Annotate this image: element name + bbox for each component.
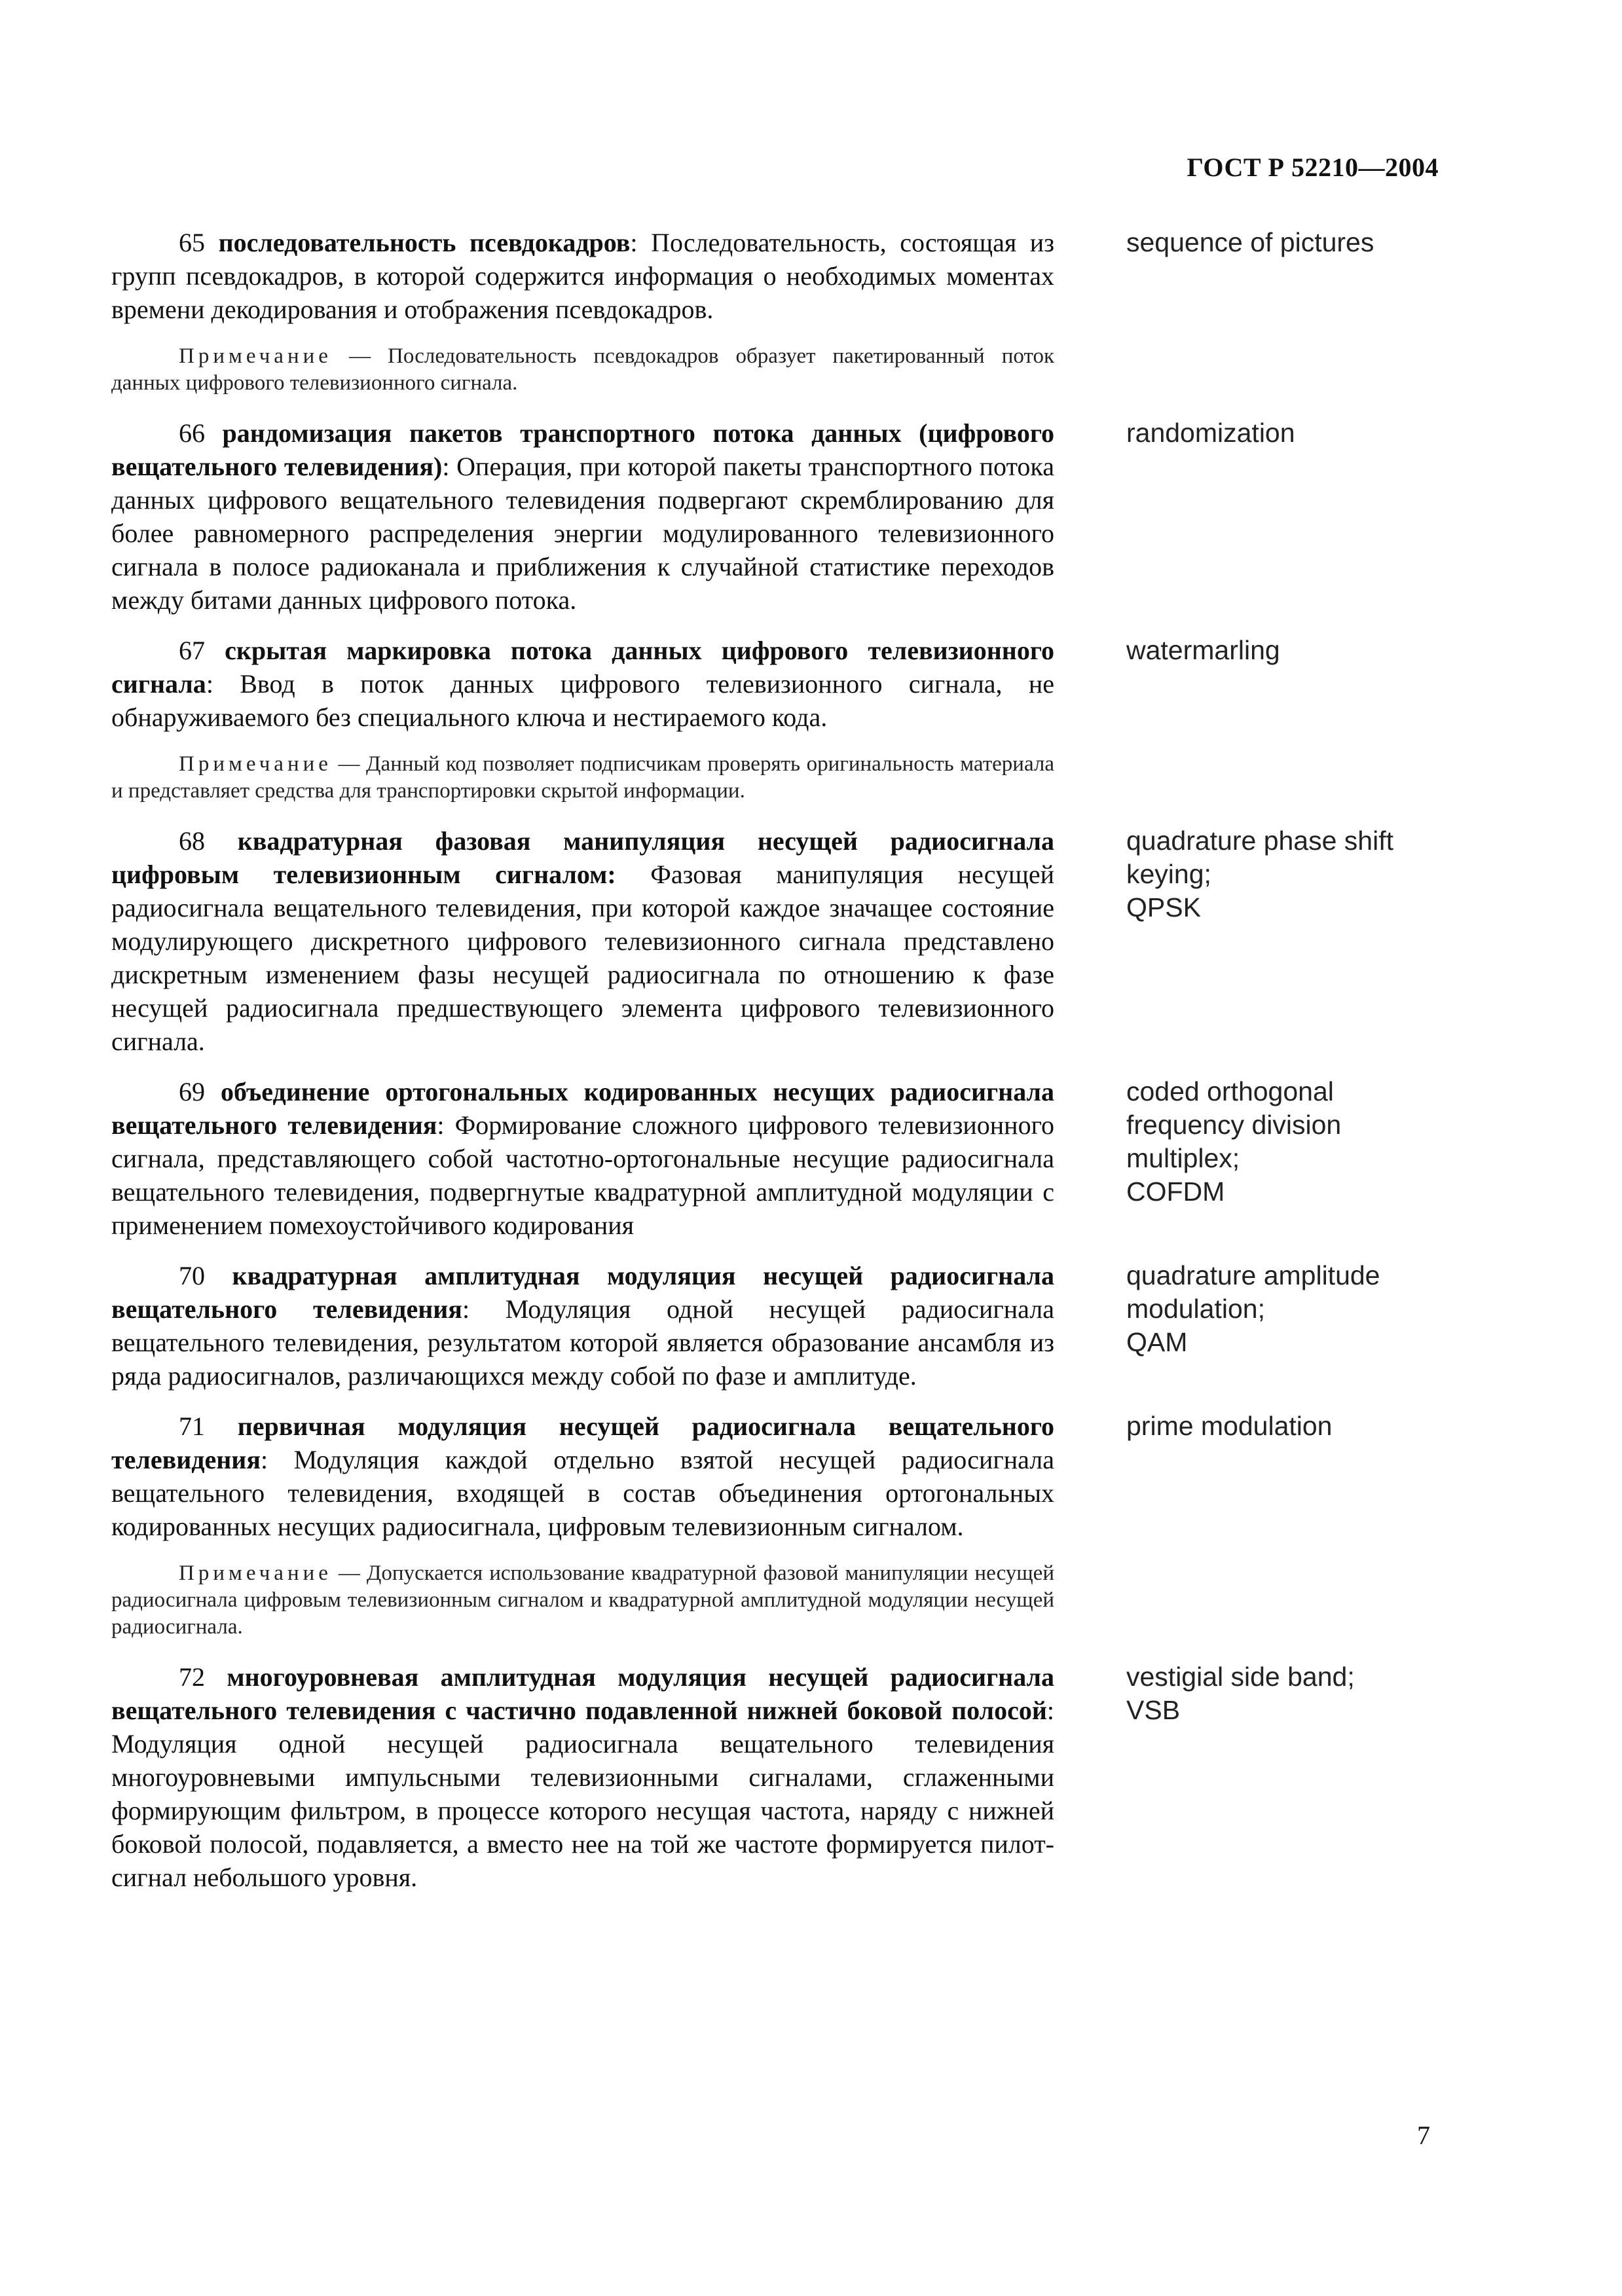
page-number: 7 (1417, 2121, 1430, 2150)
term-entry (111, 1075, 1493, 1242)
english-equivalent (1126, 1259, 1493, 1393)
english-term-line: frequency division (1126, 1110, 1342, 1140)
note-dash: — (331, 344, 388, 368)
term-definition-block (111, 1259, 1054, 1393)
note-dash: — (331, 752, 367, 776)
term-definition-block (111, 824, 1054, 1058)
english-term-line: VSB (1126, 1695, 1181, 1725)
term-number: 67 (179, 636, 205, 665)
term-entry (111, 824, 1493, 1058)
term-entry (111, 1660, 1493, 1894)
term-definition-block (111, 634, 1054, 734)
term-note (111, 1560, 1054, 1641)
term-name: объединение ортогональных кодированных несущих радиосигнала вещательного телевидения (111, 1077, 1054, 1140)
english-term-line: quadrature amplitude (1126, 1260, 1380, 1290)
term-definition-block (111, 1075, 1054, 1242)
term-note (111, 751, 1054, 805)
note-text: Данный код позволяет подписчикам проверять оригинальность материала и представляет средства для транспортировки скрытой информации. (111, 752, 1055, 803)
term-definition: : Операция, при которой пакеты транспортного потока данных цифрового вещательного телевидения подвергают скремблированию для более равномерного распределения энергии модулированного телевизионного сигнала в полосе радиоканала и приближения к случайной статистике переходов между битами данных цифрового потока. (111, 452, 1054, 615)
term-name: квадратурная амплитудная модуляция несущей радиосигнала вещательного телевидения (111, 1261, 1054, 1324)
english-equivalent (1126, 226, 1493, 326)
term-definition: : Модуляция одной несущей радиосигнала вещательного телевидения многоуровневыми импульсными телевизионными сигналами, сглаженными формирующим фильтром, в процессе которого несущая частота, наряду с нижней боковой полосой, подавляется, а вместо нее на той же частоте формируется пилот-сигнал небольшого уровня. (111, 1696, 1054, 1892)
english-term-line: randomization (1126, 418, 1295, 448)
english-equivalent (1126, 1075, 1493, 1242)
english-term-line: watermarling (1126, 635, 1280, 665)
english-term-line: multiplex; (1126, 1143, 1240, 1173)
term-entry (111, 226, 1493, 326)
note-dash: — (331, 1561, 367, 1585)
term-name: квадратурная фазовая манипуляция несущей радиосигнала цифровым телевизионным сигналом: (111, 826, 1054, 889)
note-label: Примечание (179, 1561, 332, 1585)
english-term-line: coded orthogonal (1126, 1076, 1334, 1106)
term-number: 69 (179, 1077, 205, 1106)
note-text: Последовательность псевдокадров образует пакетированный поток данных цифрового телевизионного сигнала. (111, 344, 1054, 395)
english-term-line: modulation; (1126, 1294, 1265, 1324)
term-definition: : Формирование сложного цифрового телевизионного сигнала, представляющего собой частотно-ортогональные несущие радиосигнала вещательного телевидения, подвергнутые квадратурной амплитудной модуляции с применением помехоустойчивого кодирования (111, 1110, 1054, 1240)
note-label: Примечание (179, 344, 332, 368)
terms-list (111, 226, 1493, 1911)
english-term-line: vestigial side band; (1126, 1662, 1355, 1692)
english-equivalent (1126, 416, 1493, 617)
document-code: ГОСТ Р 52210—2004 (1187, 153, 1439, 182)
english-term-line: keying; (1126, 859, 1211, 889)
term-entry (111, 634, 1493, 734)
english-equivalent (1126, 824, 1493, 1058)
english-equivalent (1126, 634, 1493, 734)
term-definition-block (111, 1660, 1054, 1894)
term-definition: : Ввод в поток данных цифрового телевизионного сигнала, не обнаруживаемого без специального ключа и нестираемого кода. (111, 669, 1054, 732)
term-name: последовательность псевдокадров (218, 228, 631, 257)
term-number: 65 (179, 228, 205, 257)
term-number: 71 (179, 1412, 205, 1441)
note-label: Примечание (179, 752, 332, 776)
english-term-line: QPSK (1126, 892, 1201, 922)
english-term-line: COFDM (1126, 1176, 1225, 1207)
term-name: многоуровневая амплитудная модуляция несущей радиосигнала вещательного телевидения с частично подавленной нижней боковой полосой (111, 1662, 1055, 1725)
term-definition: : Модуляция каждой отдельно взятой несущей радиосигнала вещательного телевидения, входящей в состав объединения ортогональных кодированных несущих радиосигнала, цифровым телевизионным сигналом. (111, 1445, 1054, 1541)
term-note (111, 343, 1054, 397)
term-entry (111, 416, 1493, 617)
note-text: Допускается использование квадратурной фазовой манипуляции несущей радиосигнала цифровым телевизионным сигналом и квадратурной амплитудной модуляции несущей радиосигнала. (111, 1561, 1054, 1639)
english-term-line: quadrature phase shift (1126, 826, 1393, 856)
english-term-line: QAM (1126, 1327, 1188, 1357)
english-equivalent (1126, 1660, 1493, 1894)
term-number: 68 (179, 826, 205, 856)
english-equivalent (1126, 1410, 1493, 1543)
term-entry (111, 1259, 1493, 1393)
term-name: рандомизация пакетов транспортного потока данных (цифрового вещательного телевидения) (111, 418, 1055, 481)
term-name: первичная модуляция несущей радиосигнала вещательного телевидения (111, 1412, 1055, 1474)
term-definition-block (111, 226, 1054, 326)
term-definition-block (111, 416, 1054, 617)
term-number: 72 (179, 1662, 205, 1692)
english-term-line: sequence of pictures (1126, 227, 1374, 257)
term-entry (111, 1410, 1493, 1543)
term-number: 66 (179, 418, 205, 448)
term-number: 70 (179, 1261, 205, 1290)
term-definition: : Последовательность, состоящая из групп псевдокадров, в которой содержится информация о необходимых моментах времени декодирования и отображения псевдокадров. (111, 228, 1055, 324)
term-definition: : Модуляция одной несущей радиосигнала вещательного телевидения, результатом которой является образование ансамбля из ряда радиосигналов, различающихся между собой по фазе и амплитуде. (111, 1294, 1054, 1391)
term-definition-block (111, 1410, 1054, 1543)
term-name: скрытая маркировка потока данных цифрового телевизионного сигнала (111, 636, 1054, 699)
english-term-line: prime modulation (1126, 1411, 1333, 1441)
term-definition: Фазовая манипуляция несущей радиосигнала вещательного телевидения, при которой каждое значащее состояние модулирующего дискретного цифрового телевизионного сигнала представлено дискретным изменением фазы несущей радиосигнала по отношению к фазе несущей радиосигнала предшествующего элемента цифрового телевизионного сигнала. (111, 860, 1054, 1056)
